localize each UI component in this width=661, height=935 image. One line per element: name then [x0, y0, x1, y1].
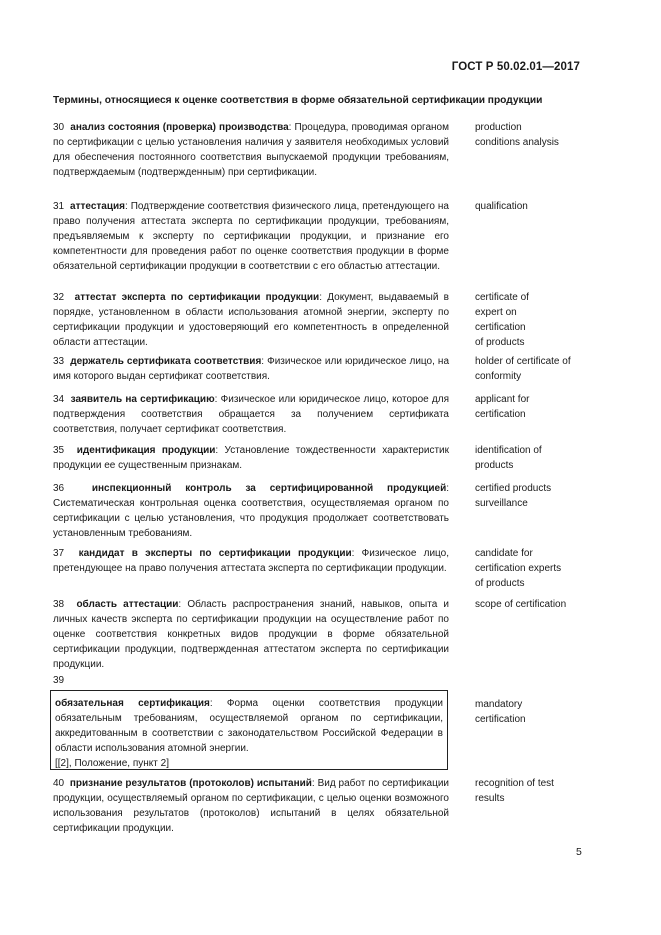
term-name: инспекционный контроль за сертифицированной продукцией	[91, 483, 447, 494]
term-name: признание результатов (протоколов) испытаний	[69, 778, 312, 789]
term-text	[53, 546, 449, 576]
term-name: обязательная сертификация	[55, 698, 210, 709]
term-number: 40	[53, 778, 65, 789]
term-text	[53, 443, 449, 473]
term-text	[53, 354, 449, 384]
term-name: кандидат в эксперты по сертификации продукции	[78, 548, 352, 559]
term-definition: : Документ, выдаваемый в порядке, установленном в области использования атомной энергии, эксперту по сертификации продукции и удостоверяющий его компетентность в определенной области аттестации.	[53, 292, 449, 348]
term-text	[55, 696, 443, 771]
term-definition: : Установление тождественности характеристик продукции ее существенным признакам.	[53, 445, 449, 471]
term-english: certified products surveillance	[475, 483, 552, 509]
term-english: candidate for certification experts of products	[475, 548, 562, 589]
section-title: Термины, относящиеся к оценке соответствия в форме обязательной сертификации продукции	[53, 95, 543, 106]
term-english: applicant for certification	[475, 394, 530, 420]
term-name: область аттестации	[76, 599, 179, 610]
term-number: 34	[53, 394, 65, 405]
term-number: 30	[53, 122, 65, 133]
term-definition: : Физическое или юридическое лицо, на имя которого выдан сертификат соответствия.	[53, 356, 450, 382]
term-text	[53, 481, 449, 541]
term-english: holder of certificate of conformity	[475, 356, 571, 382]
term-definition: : Вид работ по сертификации продукции, осуществляемый органом по сертификации, с целью оценки возможного использования результатов (протоколов) испытаний в целях обязательной сертификации продукции.	[53, 778, 450, 834]
term-english: production conditions analysis	[475, 122, 559, 148]
term-name: анализ состояния (проверка) производства	[70, 122, 289, 133]
term-definition: : Физическое или юридическое лицо, которое для подтверждения соответствия обращается за получением сертификата соответствия, получает сертификат соответствия.	[53, 394, 450, 435]
term-definition: : Физическое лицо, претендующее на право получения аттестата эксперта по сертификации продукции.	[53, 548, 449, 574]
term-text	[53, 597, 449, 672]
term-text	[53, 776, 449, 836]
term-number: 36	[53, 483, 65, 494]
term-number: 32	[53, 292, 65, 303]
term-english: certificate of expert on certification of products	[475, 292, 529, 348]
term-definition: : Подтверждение соответствия физического лица, претендующего на право получения аттестата эксперта по сертификации продукции, требованиям, предъявляемым к эксперту по сертификации продукции, и признание его компетентности для проведения работ по оценке соответствия продукции в форме обязательной сертификации продукции в соответствии с его областью аттестации.	[53, 201, 449, 272]
term-number: 33	[53, 356, 65, 367]
term-reference: [[2], Положение, пункт 2]	[55, 758, 169, 769]
term-definition: : Систематическая контрольная оценка соответствия, осуществляемая органом по сертификации с целью установления, что продукция продолжает соответствовать установленным требованиям.	[53, 483, 449, 539]
term-number: 35	[53, 445, 65, 456]
term-text	[53, 120, 449, 180]
term-name: заявитель на сертификацию	[70, 394, 215, 405]
term-definition: : Процедура, проводимая органом по сертификации с целью установления наличия у заявителя необходимых условий для обеспечения постоянного соответствия выпускаемой продукции требованиям, подтверждаемым (подтвержденным) при сертификации.	[53, 122, 449, 178]
term-english: identification of products	[475, 445, 542, 471]
term-english: recognition of test results	[475, 778, 554, 804]
term-number: 31	[53, 201, 65, 212]
entry-39-number: 39	[53, 675, 65, 686]
page-number: 5	[576, 846, 582, 858]
term-text	[53, 392, 449, 437]
term-text	[53, 199, 449, 274]
term-number: 38	[53, 599, 65, 610]
term-english: scope of certification	[475, 599, 567, 610]
term-text	[53, 290, 449, 350]
term-number: 37	[53, 548, 65, 559]
document-header: ГОСТ Р 50.02.01—2017	[451, 61, 580, 73]
entry-39-english: mandatory certification	[475, 699, 526, 725]
term-name: аттестация	[70, 201, 125, 212]
entry-39-box	[50, 690, 448, 770]
term-definition: : Форма оценки соответствия продукции обязательным требованиям, осуществляемой органом по сертификации, аккредитованным в соответствии с законодательством Российской Федерации в области использования атомной энергии.	[55, 698, 443, 754]
term-english: qualification	[475, 201, 528, 212]
term-name: держатель сертификата соответствия	[70, 356, 262, 367]
term-definition: : Область распространения знаний, навыков, опыта и личных качеств эксперта по сертификации продукции на осуществление работ по оценке соответствия конкретных видов продукции в форме обязательной сертификации продукции, подтвержденная аттестатом эксперта по сертификации продукции.	[53, 599, 450, 670]
term-name: аттестат эксперта по сертификации продукции	[74, 292, 320, 303]
term-name: идентификация продукции	[76, 445, 216, 456]
